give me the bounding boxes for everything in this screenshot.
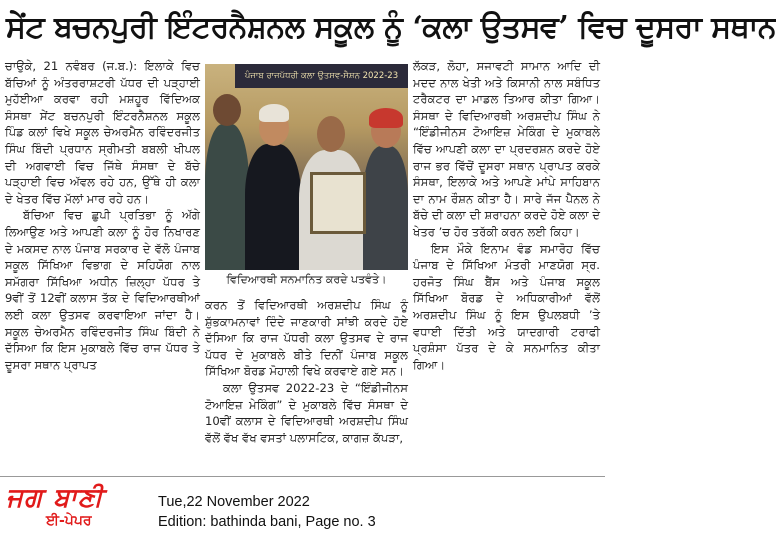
paragraph: ਲੱਕੜ, ਲੋਹਾ, ਸਜਾਵਟੀ ਸਾਮਾਨ ਆਦਿ ਦੀ ਮਦਦ ਨਾਲ ਖੇਤੀ ਅਤੇ ਕਿਸਾਨੀ ਨਾਲ ਸਬੰਧਿਤ ਟਰੈਕਟਰ ਦਾ ਮਾਡਲ ਤਿਆਰ ਕੀਤਾ ਗਿਆ। ਸੰਸਥਾ ਦੇ ਵਿਦਿਆਰਥੀ ਅਰਸ਼ਦੀਪ ਸਿੰਘ ਨੇ “ਇੰਡੀਜੀਨਸ ਟੋਆਇਜ਼ ਮੇਕਿੰਗ ਦੇ ਮੁਕਾਬਲੇ ਵਿੱਚ ਆਪਣੀ ਕਲਾ ਦਾ ਪ੍ਰਦਰਸ਼ਨ ਕਰਦੇ ਹੋਏ ਰਾਜ ਭਰ ਵਿੱਚੋਂ ਦੂਸਰਾ ਸਥਾਨ ਪ੍ਰਾਪਤ ਕਰਕੇ ਸੰਸਥਾ, ਇਲਾਕੇ ਅਤੇ ਆਪਣੇ ਮਾਂਪੇ ਸਾਹਿਬਾਨ ਦਾ ਨਾਮ ਰੌਸ਼ਨ ਕੀਤਾ ਹੈ। ਸਾਰੇ ਜੱਜ ਪੈਨਲ ਨੇ ਬੱਚੇ ਦੀ ਕਲਾ ਦੀ ਸ਼ਰਾਹਨਾ ਕਰਦੇ ਹੋਏ ਕਲਾ ਦੇ ਖੇਤਰ ’ਚ ਹੋਰ ਤਰੱਕੀ ਕਰਨ ਲਈ ਕਿਹਾ।: [413, 59, 600, 239]
certificate-frame: [310, 172, 366, 234]
paragraph: ਬੱਚਿਆ ਵਿਚ ਛੁਪੀ ਪ੍ਰਤਿਭਾ ਨੂੰ ਅੱਗੇ ਲਿਆਉਣ ਅਤੇ ਆਪਣੀ ਕਲਾ ਨੂੰ ਹੋਰ ਨਿਖਾਰਣ ਦੇ ਮਕਸਦ ਨਾਲ ਪੰਜਾਬ ਸਰਕਾਰ ਦੇ ਵੱਲੋ ਪੰਜਾਬ ਸਕੂਲ ਸਿੱਖਿਆ ਵਿਭਾਗ ਦੇ ਸਹਿਯੋਗ ਨਾਲ ਸਮੱਗਰਾ ਸਿੱਖਿਆ ਅਧੀਨ ਜ਼ਿਲ੍ਹਾ ਪੱਧਰ ਤੇ 9ਵੀਂ ਤੋਂ 12ਵੀਂ ਕਲਾਸ ਤੱਕ ਦੇ ਵਿਦਿਆਰਥੀਆਂ ਲਈ ਕਲਾ ਉਤਸਵ ਕਰਵਾਇਆ ਜਾਂਦਾ ਹੈ। ਸਕੂਲ ਚੇਅਰਮੈਨ ਰਵਿੰਦਰਜੀਤ ਸਿੰਘ ਬਿੰਦੀ ਨੇ ਦੱਸਿਆ ਕਿ ਇਸ ਮੁਕਾਬਲੇ ਵਿੱਚ ਰਾਜ ਪੱਧਰ ਤੇ ਦੂਸਰਾ ਸਥਾਨ ਪ੍ਰਾਪਤ: [5, 208, 200, 372]
paragraph: ਇਸ ਮੌਕੇ ਇਨਾਮ ਵੰਡ ਸਮਾਰੋਹ ਵਿੱਚ ਪੰਜਾਬ ਦੇ ਸਿੱਖਿਆ ਮੰਤਰੀ ਮਾਣਯੋਗ ਸ੍ਰ. ਹਰਜੋਤ ਸਿੰਘ ਬੈਂਸ ਅਤੇ ਪੰਜਾਬ ਸਕੂਲ ਸਿੱਖਿਆ ਬੋਰਡ ਦੇ ਅਧਿਕਾਰੀਆਂ ਵੱਲੋਂ ਅਰਸ਼ਦੀਪ ਸਿੰਘ ਨੂੰ ਇਸ ਉਪਲਬਧੀ ’ਤੇ ਵਧਾਈ ਦਿੱਤੀ ਅਤੇ ਯਾਦਗਾਰੀ ਟਰਾਫੀ ਪ੍ਰਸ਼ੰਸਾ ਪੱਤਰ ਦੇ ਕੇ ਸਨਮਾਨਿਤ ਕੀਤਾ ਗਿਆ।: [413, 241, 600, 372]
date-line: Tue,22 November 2022: [158, 494, 310, 510]
photo-caption: ਵਿਦਿਆਰਥੀ ਸਨਮਾਨਿਤ ਕਰਦੇ ਪਤਵੰਤੇ।: [226, 273, 387, 286]
paragraph: ਚਾਉਕੇ, 21 ਨਵੰਬਰ (ਜ.ਬ.): ਇਲਾਕੇ ਵਿਚ ਬੱਚਿਆਂ ਨੂੰ ਅੰਤਰਰਾਸ਼ਟਰੀ ਪੱਧਰ ਦੀ ਪੜ੍ਹਾਈ ਮੁਹੱਈਆ ਕਰਵਾ ਰਹੀ ਮਸ਼ਹੂਰ ਵਿੱਦਿਅਕ ਸੰਸਥਾ ਸੇਂਟ ਬਚਨਪੁਰੀ ਇੰਟਰਨੈਸ਼ਨਲ ਸਕੂਲ ਪਿੰਡ ਕਲਾਂ ਵਿਖੇ ਸਕੂਲ ਚੇਅਰਮੈਨ ਰਵਿੰਦਰਜੀਤ ਸਿੰਘ ਬਿੰਦੀ ਪ੍ਰਧਾਨ ਸ੍ਰੀਮਤੀ ਬਬਲੀ ਖੀਪਲ ਦੀ ਅਗਵਾਈ ਵਿਚ ਜਿੱਥੇ ਸੰਸਥਾ ਦੇ ਬੱਚੇ ਪੜ੍ਹਾਈ ਵਿਚ ਅੱਵਲ ਰਹੇ ਹਨ, ਉੱਥੇ ਹੀ ਕਲਾ ਦੇ ਖੇਤਰ ਵਿੱਚ ਮੱਲਾਂ ਮਾਰ ਰਹੇ ਹਨ।: [5, 59, 200, 206]
article-column-1: [5, 58, 200, 470]
paragraph: ਕਰਨ ਤੋਂ ਵਿਦਿਆਰਥੀ ਅਰਸ਼ਦੀਪ ਸਿੰਘ ਨੂੰ ਸ਼ੁੱਭਕਾਮਨਾਵਾਂ ਦਿੰਦੇ ਜਾਣਕਾਰੀ ਸਾਂਝੀ ਕਰਦੇ ਹੋਏ ਦੱਸਿਆ ਕਿ ਰਾਜ ਪੱਧਰੀ ਕਲਾ ਉਤਸਵ ਦੇ ਰਾਜ ਪੱਧਰ ਦੇ ਮੁਕਾਬਲੇ ਬੀਤੇ ਦਿਨੀਂ ਪੰਜਾਬ ਸਕੂਲ ਸਿੱਖਿਆ ਬੋਰਡ ਮੋਹਾਲੀ ਵਿਖੇ ਕਰਵਾਏ ਗਏ ਸਨ।: [205, 298, 408, 379]
article-column-3: [413, 58, 600, 470]
newspaper-logo: [6, 484, 156, 532]
article-photo: [205, 64, 408, 270]
edition-info: [158, 492, 458, 532]
divider: [0, 476, 605, 477]
logo-subtitle: ਈ-ਪੇਪਰ: [46, 513, 92, 529]
edition-line: Edition: bathinda bani, Page no. 3: [158, 514, 376, 530]
headline: ਸੇਂਟ ਬਚਨਪੁਰੀ ਇੰਟਰਨੈਸ਼ਨਲ ਸਕੂਲ ਨੂੰ ‘ਕਲਾ ਉਤਸਵ’ ਵਿਚ ਦੂਸਰਾ ਸਥਾਨ: [6, 10, 776, 45]
paragraph: ਕਲਾ ਉਤਸਵ 2022-23 ਦੇ “ਇੰਡੀਜੀਨਸ ਟੋਆਇਜ਼ ਮੇਕਿੰਗ” ਦੇ ਮੁਕਾਬਲੇ ਵਿੱਚ ਸੰਸਥਾ ਦੇ 10ਵੀਂ ਕਲਾਸ ਦੇ ਵਿਦਿਆਰਥੀ ਅਰਸ਼ਦੀਪ ਸਿੰਘ ਵੱਲੋਂ ਵੱਖ ਵੱਖ ਵਸਤਾਂ ਪਲਾਸਟਿਕ, ਕਾਗਜ਼ ਕੱਪੜਾ,: [205, 380, 408, 445]
article-column-2: [205, 297, 408, 470]
logo-title: ਜਗ ਬਾਣੀ: [6, 483, 104, 513]
photo-banner: ਪੰਜਾਬ ਰਾਜਪੱਧਰੀ ਕਲਾ ਉਤਸਵ-ਸੈਸ਼ਨ 2022-23: [235, 64, 408, 88]
